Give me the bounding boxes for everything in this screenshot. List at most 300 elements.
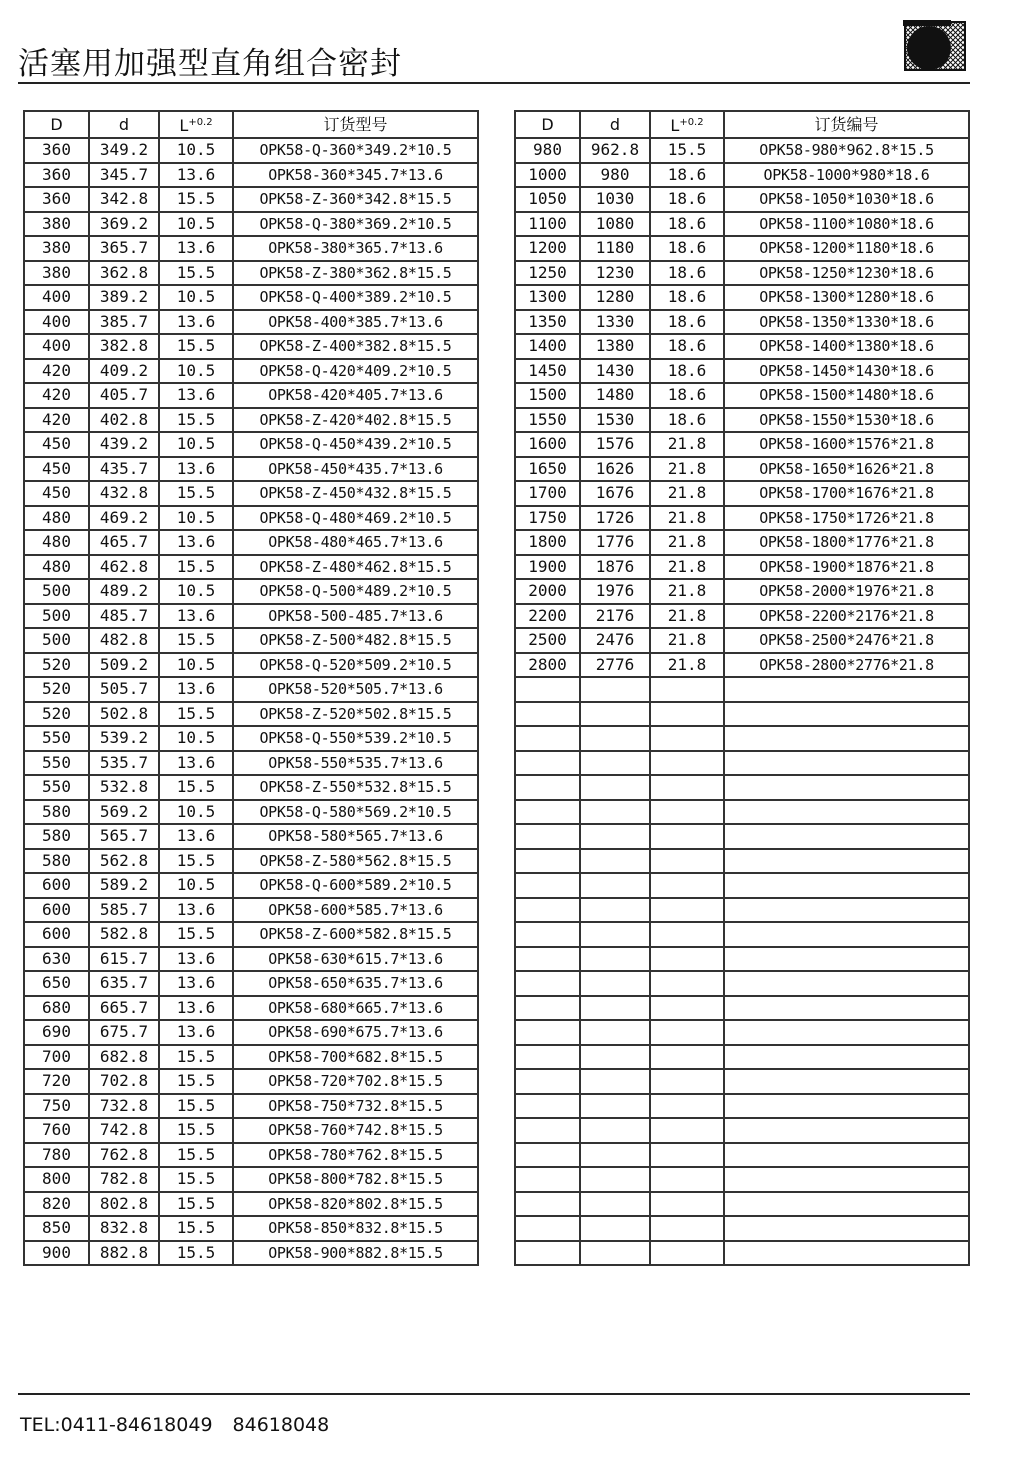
cell-L: 18.6 — [650, 334, 724, 359]
table-row — [515, 334, 969, 359]
cell-d: 962.8 — [580, 138, 650, 163]
cell-D: 450 — [24, 457, 89, 482]
cell-order-code — [724, 800, 969, 825]
cell-order-code — [724, 1069, 969, 1094]
table-row — [515, 383, 969, 408]
empty-table-row — [515, 898, 969, 923]
cell-order-code: OPK58-Q-480*469.2*10.5 — [233, 506, 478, 531]
cell-D: 2500 — [515, 628, 580, 653]
cell-D: 1600 — [515, 432, 580, 457]
table-row — [24, 138, 478, 163]
cell-D — [515, 1241, 580, 1266]
cell-d: 405.7 — [89, 383, 159, 408]
cell-d — [580, 849, 650, 874]
cell-order-code: OPK58-Z-420*402.8*15.5 — [233, 408, 478, 433]
cell-d — [580, 1216, 650, 1241]
cell-D — [515, 775, 580, 800]
cell-d — [580, 775, 650, 800]
cell-order-code: OPK58-1400*1380*18.6 — [724, 334, 969, 359]
cell-L: 10.5 — [159, 138, 233, 163]
cell-D: 380 — [24, 261, 89, 286]
cell-D — [515, 1069, 580, 1094]
cell-d: 489.2 — [89, 579, 159, 604]
cell-order-code: OPK58-780*762.8*15.5 — [233, 1143, 478, 1168]
cell-D: 820 — [24, 1192, 89, 1217]
empty-table-row — [515, 1020, 969, 1045]
cell-L: 21.8 — [650, 481, 724, 506]
cell-D: 1400 — [515, 334, 580, 359]
cell-D: 1650 — [515, 457, 580, 482]
cell-d: 832.8 — [89, 1216, 159, 1241]
cell-L — [650, 1241, 724, 1266]
cell-d: 1676 — [580, 481, 650, 506]
header-d: d — [89, 111, 159, 138]
cell-D — [515, 824, 580, 849]
cell-d — [580, 1143, 650, 1168]
header-D: D — [24, 111, 89, 138]
cell-L: 18.6 — [650, 359, 724, 384]
cell-d: 702.8 — [89, 1069, 159, 1094]
cell-D: 1100 — [515, 212, 580, 237]
cell-order-code: OPK58-1600*1576*21.8 — [724, 432, 969, 457]
table-row — [24, 751, 478, 776]
cell-L: 13.6 — [159, 947, 233, 972]
table-row — [515, 604, 969, 629]
cell-order-code: OPK58-Z-600*582.8*15.5 — [233, 922, 478, 947]
cell-L — [650, 1094, 724, 1119]
title-divider — [18, 82, 970, 84]
cell-L: 10.5 — [159, 359, 233, 384]
cell-d: 2176 — [580, 604, 650, 629]
cell-order-code: OPK58-Z-550*532.8*15.5 — [233, 775, 478, 800]
footer-divider — [18, 1393, 970, 1395]
cell-d: 782.8 — [89, 1167, 159, 1192]
table-row — [24, 604, 478, 629]
table-row — [24, 1241, 478, 1266]
cell-d: 1480 — [580, 383, 650, 408]
cell-D: 2200 — [515, 604, 580, 629]
table-row — [24, 824, 478, 849]
cell-d: 1330 — [580, 310, 650, 335]
cell-order-code: OPK58-1800*1776*21.8 — [724, 530, 969, 555]
cell-d: 980 — [580, 163, 650, 188]
cell-D: 680 — [24, 996, 89, 1021]
cell-L: 10.5 — [159, 285, 233, 310]
cell-L — [650, 1216, 724, 1241]
cell-order-code — [724, 873, 969, 898]
cell-D: 1900 — [515, 555, 580, 580]
cell-L: 15.5 — [159, 1118, 233, 1143]
cell-D: 1550 — [515, 408, 580, 433]
cell-L: 21.8 — [650, 432, 724, 457]
empty-table-row — [515, 873, 969, 898]
cell-order-code: OPK58-500-485.7*13.6 — [233, 604, 478, 629]
cell-order-code: OPK58-Q-450*439.2*10.5 — [233, 432, 478, 457]
cell-d: 439.2 — [89, 432, 159, 457]
cell-L — [650, 1167, 724, 1192]
cell-order-code: OPK58-750*732.8*15.5 — [233, 1094, 478, 1119]
cell-d: 1530 — [580, 408, 650, 433]
header-L — [650, 111, 724, 138]
empty-table-row — [515, 702, 969, 727]
cell-d: 1776 — [580, 530, 650, 555]
cell-d: 589.2 — [89, 873, 159, 898]
cell-L: 15.5 — [159, 628, 233, 653]
cell-D: 360 — [24, 138, 89, 163]
cell-D: 500 — [24, 628, 89, 653]
cell-D: 550 — [24, 751, 89, 776]
cell-order-code: OPK58-420*405.7*13.6 — [233, 383, 478, 408]
cell-D — [515, 971, 580, 996]
table-row — [515, 359, 969, 384]
cell-d: 535.7 — [89, 751, 159, 776]
table-row — [515, 530, 969, 555]
cell-order-code: OPK58-1100*1080*18.6 — [724, 212, 969, 237]
cell-L: 10.5 — [159, 800, 233, 825]
cell-L: 21.8 — [650, 579, 724, 604]
cell-D — [515, 1020, 580, 1045]
cell-order-code — [724, 1241, 969, 1266]
cell-d: 465.7 — [89, 530, 159, 555]
cell-D: 580 — [24, 849, 89, 874]
spec-table-left — [23, 110, 479, 1266]
cell-d: 1080 — [580, 212, 650, 237]
cell-D: 520 — [24, 677, 89, 702]
cell-L: 15.5 — [159, 1241, 233, 1266]
cell-L — [650, 751, 724, 776]
cell-L — [650, 1020, 724, 1045]
cell-D: 400 — [24, 310, 89, 335]
cell-d: 369.2 — [89, 212, 159, 237]
cell-L: 10.5 — [159, 653, 233, 678]
cell-d: 345.7 — [89, 163, 159, 188]
cell-L: 10.5 — [159, 873, 233, 898]
cell-L: 18.6 — [650, 236, 724, 261]
table-header-row — [24, 111, 478, 138]
table-row — [515, 310, 969, 335]
cell-d — [580, 996, 650, 1021]
cell-d: 1280 — [580, 285, 650, 310]
cell-order-code: OPK58-Q-550*539.2*10.5 — [233, 726, 478, 751]
cell-d: 505.7 — [89, 677, 159, 702]
cell-order-code: OPK58-Z-360*342.8*15.5 — [233, 187, 478, 212]
seal-cross-section-icon — [903, 20, 967, 72]
cell-d: 1380 — [580, 334, 650, 359]
cell-L: 15.5 — [159, 1094, 233, 1119]
empty-table-row — [515, 824, 969, 849]
cell-L: 13.6 — [159, 971, 233, 996]
cell-D: 980 — [515, 138, 580, 163]
cell-L: 13.6 — [159, 1020, 233, 1045]
cell-d: 389.2 — [89, 285, 159, 310]
header-order-code: 订货型号 — [233, 111, 478, 138]
cell-D: 400 — [24, 334, 89, 359]
cell-D: 420 — [24, 359, 89, 384]
cell-d — [580, 726, 650, 751]
empty-table-row — [515, 1216, 969, 1241]
cell-L: 18.6 — [650, 383, 724, 408]
cell-D: 750 — [24, 1094, 89, 1119]
cell-d: 502.8 — [89, 702, 159, 727]
cell-order-code: OPK58-2500*2476*21.8 — [724, 628, 969, 653]
cell-order-code — [724, 1167, 969, 1192]
cell-order-code: OPK58-690*675.7*13.6 — [233, 1020, 478, 1045]
cell-L — [650, 1192, 724, 1217]
cell-order-code: OPK58-Z-520*502.8*15.5 — [233, 702, 478, 727]
cell-D: 700 — [24, 1045, 89, 1070]
cell-D — [515, 800, 580, 825]
cell-L: 13.6 — [159, 383, 233, 408]
page-title: 活塞用加强型直角组合密封 — [18, 46, 402, 82]
cell-L: 10.5 — [159, 579, 233, 604]
cell-L: 15.5 — [159, 922, 233, 947]
cell-d: 1180 — [580, 236, 650, 261]
cell-order-code: OPK58-400*385.7*13.6 — [233, 310, 478, 335]
cell-order-code: OPK58-380*365.7*13.6 — [233, 236, 478, 261]
cell-order-code: OPK58-Z-500*482.8*15.5 — [233, 628, 478, 653]
cell-order-code: OPK58-630*615.7*13.6 — [233, 947, 478, 972]
cell-D: 720 — [24, 1069, 89, 1094]
table-header-row — [515, 111, 969, 138]
cell-d: 402.8 — [89, 408, 159, 433]
cell-d: 762.8 — [89, 1143, 159, 1168]
table-row — [24, 285, 478, 310]
cell-d: 802.8 — [89, 1192, 159, 1217]
cell-d: 482.8 — [89, 628, 159, 653]
cell-d — [580, 702, 650, 727]
cell-d: 2476 — [580, 628, 650, 653]
cell-D: 580 — [24, 800, 89, 825]
cell-L — [650, 971, 724, 996]
cell-order-code: OPK58-520*505.7*13.6 — [233, 677, 478, 702]
cell-d: 882.8 — [89, 1241, 159, 1266]
cell-D: 480 — [24, 506, 89, 531]
contact-line — [20, 1414, 329, 1436]
cell-d: 1976 — [580, 579, 650, 604]
cell-L: 10.5 — [159, 212, 233, 237]
cell-order-code: OPK58-1750*1726*21.8 — [724, 506, 969, 531]
cell-order-code: OPK58-760*742.8*15.5 — [233, 1118, 478, 1143]
table-row — [24, 922, 478, 947]
cell-d: 665.7 — [89, 996, 159, 1021]
table-row — [24, 555, 478, 580]
cell-d: 539.2 — [89, 726, 159, 751]
cell-D: 1350 — [515, 310, 580, 335]
cell-D — [515, 947, 580, 972]
cell-L: 13.6 — [159, 751, 233, 776]
empty-table-row — [515, 996, 969, 1021]
table-row — [515, 432, 969, 457]
table-row — [515, 285, 969, 310]
cell-L: 13.6 — [159, 236, 233, 261]
cell-D: 520 — [24, 653, 89, 678]
cell-L — [650, 1143, 724, 1168]
cell-order-code: OPK58-2000*1976*21.8 — [724, 579, 969, 604]
table-row — [515, 212, 969, 237]
cell-d — [580, 1241, 650, 1266]
cell-d: 582.8 — [89, 922, 159, 947]
table-row — [24, 432, 478, 457]
cell-order-code — [724, 849, 969, 874]
header-L-tolerance: +0.2 — [679, 117, 704, 128]
cell-order-code — [724, 922, 969, 947]
cell-d — [580, 1167, 650, 1192]
cell-d: 462.8 — [89, 555, 159, 580]
cell-L — [650, 1045, 724, 1070]
cell-L — [650, 677, 724, 702]
cell-order-code — [724, 1118, 969, 1143]
cell-L: 18.6 — [650, 285, 724, 310]
cell-D: 450 — [24, 432, 89, 457]
cell-d: 742.8 — [89, 1118, 159, 1143]
cell-d — [580, 1192, 650, 1217]
empty-table-row — [515, 1241, 969, 1266]
cell-L: 15.5 — [159, 481, 233, 506]
cell-order-code: OPK58-Q-580*569.2*10.5 — [233, 800, 478, 825]
cell-order-code: OPK58-1350*1330*18.6 — [724, 310, 969, 335]
cell-D: 2800 — [515, 653, 580, 678]
table-row — [24, 530, 478, 555]
cell-L — [650, 849, 724, 874]
cell-order-code: OPK58-Q-500*489.2*10.5 — [233, 579, 478, 604]
cell-d: 485.7 — [89, 604, 159, 629]
cell-D — [515, 922, 580, 947]
cell-L — [650, 702, 724, 727]
cell-L: 15.5 — [159, 1216, 233, 1241]
cell-order-code — [724, 947, 969, 972]
table-row — [515, 628, 969, 653]
cell-L — [650, 824, 724, 849]
cell-D: 2000 — [515, 579, 580, 604]
cell-L: 21.8 — [650, 653, 724, 678]
cell-order-code: OPK58-1700*1676*21.8 — [724, 481, 969, 506]
cell-L: 21.8 — [650, 530, 724, 555]
cell-L — [650, 775, 724, 800]
cell-order-code: OPK58-820*802.8*15.5 — [233, 1192, 478, 1217]
cell-L: 15.5 — [159, 1045, 233, 1070]
cell-order-code: OPK58-Q-360*349.2*10.5 — [233, 138, 478, 163]
cell-order-code — [724, 971, 969, 996]
empty-table-row — [515, 726, 969, 751]
cell-L: 10.5 — [159, 432, 233, 457]
cell-D: 380 — [24, 212, 89, 237]
table-row — [24, 653, 478, 678]
cell-d: 1576 — [580, 432, 650, 457]
cell-L: 10.5 — [159, 726, 233, 751]
cell-D: 1050 — [515, 187, 580, 212]
cell-D: 650 — [24, 971, 89, 996]
cell-D — [515, 873, 580, 898]
cell-order-code: OPK58-1450*1430*18.6 — [724, 359, 969, 384]
cell-D: 360 — [24, 163, 89, 188]
cell-d: 1430 — [580, 359, 650, 384]
cell-L: 21.8 — [650, 457, 724, 482]
cell-L: 18.6 — [650, 212, 724, 237]
cell-d — [580, 971, 650, 996]
table-row — [24, 1167, 478, 1192]
cell-d — [580, 947, 650, 972]
table-row — [24, 1069, 478, 1094]
cell-order-code: OPK58-1300*1280*18.6 — [724, 285, 969, 310]
cell-order-code: OPK58-720*702.8*15.5 — [233, 1069, 478, 1094]
cell-order-code: OPK58-Q-520*509.2*10.5 — [233, 653, 478, 678]
cell-L — [650, 947, 724, 972]
cell-d — [580, 873, 650, 898]
cell-D: 520 — [24, 702, 89, 727]
cell-order-code — [724, 824, 969, 849]
cell-L: 13.6 — [159, 677, 233, 702]
cell-D: 600 — [24, 922, 89, 947]
cell-d: 435.7 — [89, 457, 159, 482]
cell-order-code — [724, 1216, 969, 1241]
table-row — [24, 1118, 478, 1143]
cell-D: 420 — [24, 408, 89, 433]
cell-L: 13.6 — [159, 457, 233, 482]
table-row — [515, 506, 969, 531]
cell-D: 400 — [24, 285, 89, 310]
cell-d — [580, 1094, 650, 1119]
cell-D: 360 — [24, 187, 89, 212]
cell-order-code: OPK58-Z-580*562.8*15.5 — [233, 849, 478, 874]
empty-table-row — [515, 922, 969, 947]
cell-D: 850 — [24, 1216, 89, 1241]
cell-L: 18.6 — [650, 310, 724, 335]
cell-D — [515, 751, 580, 776]
cell-d — [580, 1045, 650, 1070]
cell-L: 13.6 — [159, 996, 233, 1021]
cell-L: 15.5 — [159, 849, 233, 874]
table-row — [24, 408, 478, 433]
cell-order-code: OPK58-2800*2776*21.8 — [724, 653, 969, 678]
header-order-code: 订货编号 — [724, 111, 969, 138]
table-row — [24, 359, 478, 384]
cell-D: 690 — [24, 1020, 89, 1045]
cell-D — [515, 1118, 580, 1143]
cell-L: 13.6 — [159, 604, 233, 629]
cell-d: 675.7 — [89, 1020, 159, 1045]
cell-L: 15.5 — [159, 1192, 233, 1217]
cell-L: 10.5 — [159, 506, 233, 531]
cell-d: 385.7 — [89, 310, 159, 335]
table-row — [24, 187, 478, 212]
cell-D: 600 — [24, 898, 89, 923]
cell-L: 15.5 — [159, 187, 233, 212]
cell-L: 15.5 — [159, 555, 233, 580]
cell-L: 15.5 — [650, 138, 724, 163]
table-row — [24, 775, 478, 800]
cell-order-code — [724, 898, 969, 923]
cell-d: 565.7 — [89, 824, 159, 849]
table-row — [24, 1143, 478, 1168]
cell-order-code: OPK58-650*635.7*13.6 — [233, 971, 478, 996]
cell-d — [580, 1118, 650, 1143]
empty-table-row — [515, 849, 969, 874]
cell-d: 349.2 — [89, 138, 159, 163]
cell-L: 21.8 — [650, 628, 724, 653]
cell-L — [650, 1118, 724, 1143]
empty-table-row — [515, 775, 969, 800]
cell-order-code: OPK58-850*832.8*15.5 — [233, 1216, 478, 1241]
cell-order-code: OPK58-980*962.8*15.5 — [724, 138, 969, 163]
table-row — [24, 1192, 478, 1217]
cell-order-code — [724, 1143, 969, 1168]
cell-L — [650, 898, 724, 923]
cell-d: 1726 — [580, 506, 650, 531]
cell-L: 15.5 — [159, 334, 233, 359]
cell-order-code: OPK58-2200*2176*21.8 — [724, 604, 969, 629]
cell-d: 569.2 — [89, 800, 159, 825]
cell-order-code: OPK58-1000*980*18.6 — [724, 163, 969, 188]
